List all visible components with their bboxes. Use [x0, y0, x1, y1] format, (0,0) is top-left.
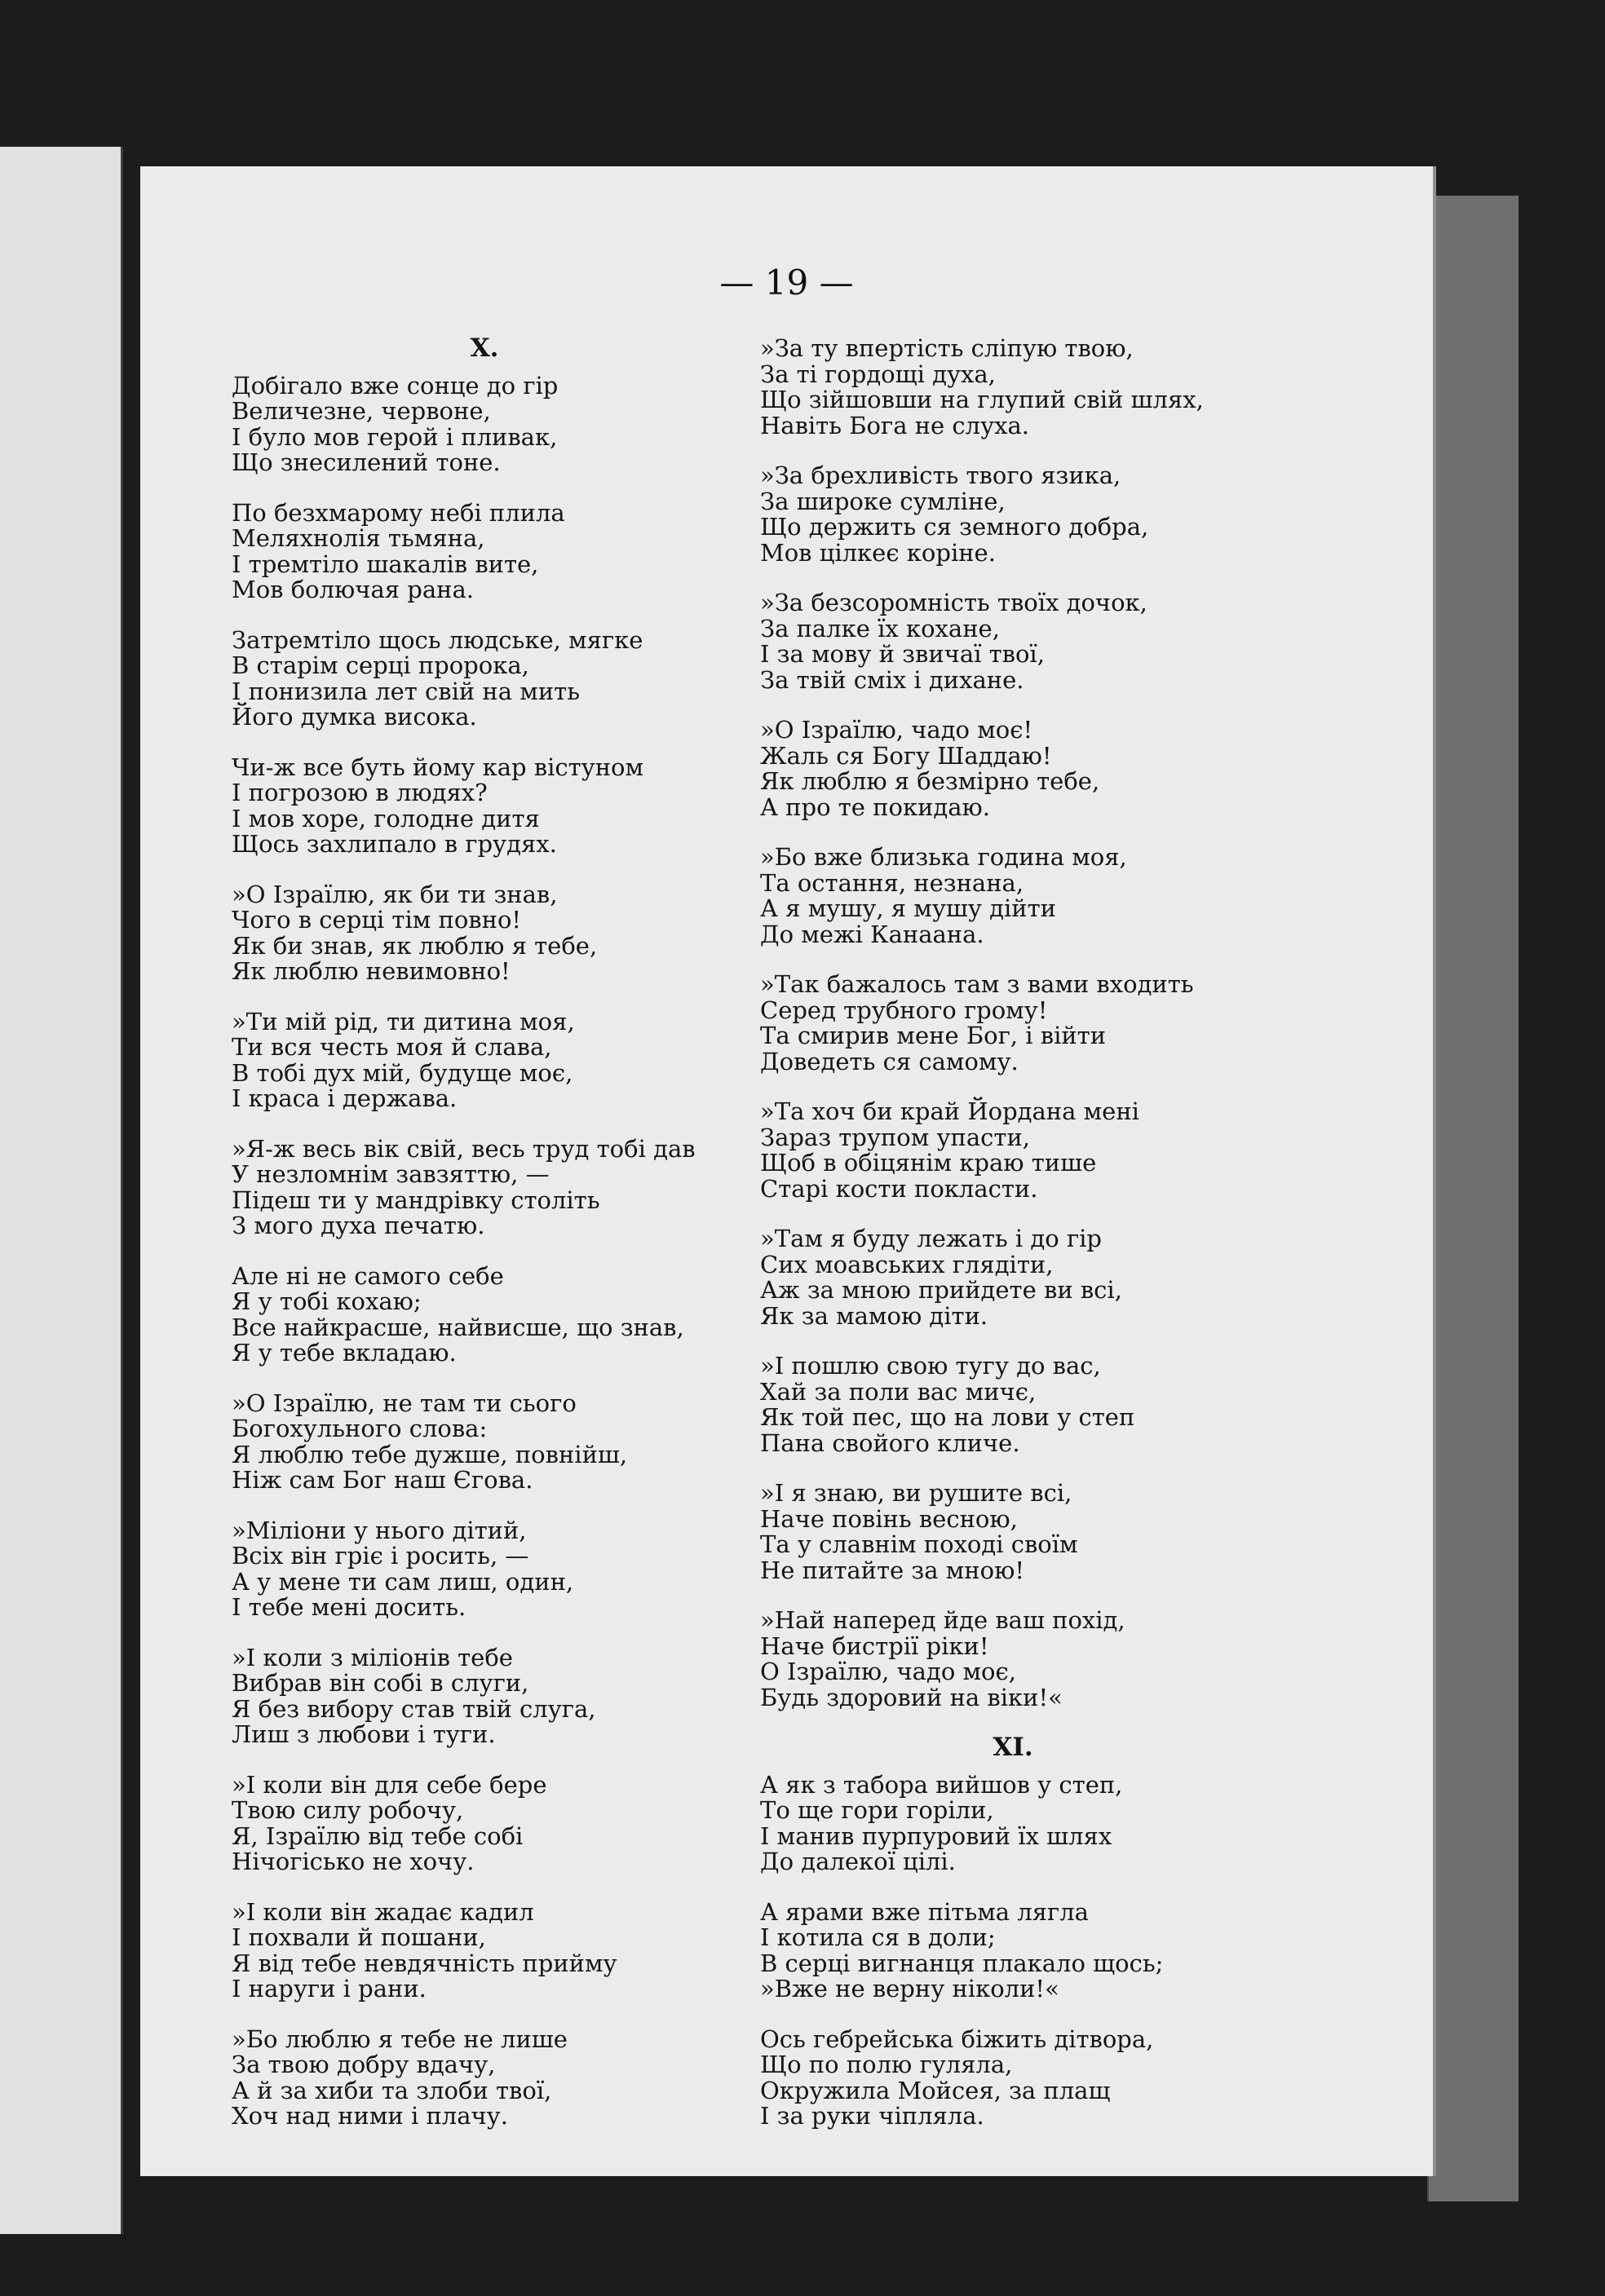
verse-line: І за руки чіпляла.: [760, 2102, 984, 2130]
verse-line: Старі кости покласти.: [760, 1174, 1038, 1203]
verse-line: Богохульного слова:: [232, 1415, 488, 1442]
verse-line: За широке сумліне,: [760, 487, 1006, 515]
verse-line: Чого в серці тім повно!: [232, 906, 522, 934]
verse-line: І погрозою в людях?: [232, 779, 488, 806]
poem-stanza: [760, 718, 1266, 820]
verse-line: І мов хоре, голодне дитя: [232, 804, 540, 832]
verse-line: А я мушу, я мушу дійти: [760, 894, 1056, 922]
left-column: [232, 333, 737, 2154]
verse-line: »Я-ж весь вік свій, весь труд тобі дав: [232, 1134, 696, 1163]
verse-line: Хай за поли вас мичє,: [760, 1377, 1037, 1406]
verse-line: І манив пурпуровий їх шлях: [760, 1821, 1112, 1850]
verse-line: Щоб в обіцянім краю тише: [760, 1149, 1097, 1177]
section-heading: X.: [470, 333, 499, 363]
verse-line: О Ізраїлю, чадо моє,: [760, 1658, 1016, 1685]
verse-line: А ярами вже пітьма лягла: [760, 1897, 1089, 1926]
verse-line: Я без вибору став твій слуга,: [232, 1694, 596, 1723]
verse-line: Пана свойого кличе.: [760, 1428, 1020, 1457]
verse-line: Всіх він гріє і росить, —: [232, 1542, 529, 1570]
verse-line: Я від тебе невдячність прийму: [232, 1949, 617, 1977]
verse-line: Доведеть ся самому.: [760, 1047, 1019, 1075]
poem-stanza: [760, 2024, 1266, 2130]
verse-line: З мого духа печатю.: [232, 1212, 485, 1239]
verse-line: До межі Канаана.: [760, 920, 984, 948]
verse-line: Ось гебрейська біжить дітвора,: [760, 2024, 1154, 2053]
verse-line: Як люблю невимовно!: [232, 957, 511, 985]
poem-stanza: [760, 336, 1266, 439]
section-heading: XI.: [993, 1733, 1033, 1762]
verse-line: А про те покидаю.: [760, 793, 991, 821]
verse-line: Хоч над ними і плачу.: [232, 2102, 508, 2130]
verse-line: »За ту впертість сліпую твою,: [760, 334, 1134, 362]
verse-line: Серед трубного грому!: [760, 996, 1048, 1024]
verse-line: Наче бистрії ріки!: [760, 1631, 989, 1660]
verse-line: За палке їх кохане,: [760, 614, 1000, 642]
verse-line: У незломнім завзяттю, —: [232, 1160, 550, 1188]
verse-line: »Міліони у нього дітий,: [232, 1516, 527, 1544]
verse-line: І похвали й пошани,: [232, 1923, 486, 1951]
verse-line: Що держить ся земного добра,: [760, 513, 1149, 541]
verse-line: А у мене ти сам лиш, один,: [232, 1567, 574, 1596]
poem-stanza: [232, 1009, 737, 1112]
verse-line: То ще гори горіли,: [760, 1796, 994, 1824]
poem-stanza: [760, 1353, 1266, 1456]
left-page-margin: [0, 147, 123, 2234]
poem-stanza: [232, 1261, 737, 1367]
verse-line: Аж за мною прийдете ви всі,: [760, 1276, 1122, 1304]
verse-line: Нічогісько не хочу.: [232, 1848, 475, 1875]
verse-line: Мов болючая рана.: [232, 576, 474, 603]
verse-line: Та смирив мене Бог, і війти: [760, 1022, 1107, 1049]
verse-line: Мов цілкеє коріне.: [760, 538, 996, 567]
poem-stanza: [232, 498, 737, 603]
verse-line: І за мову й звичаї твої,: [760, 640, 1045, 668]
verse-line: Зараз трупом упасти,: [760, 1123, 1030, 1151]
verse-line: По безхмарому небі плила: [232, 498, 565, 527]
verse-line: Що зійшовши на глупий свій шлях,: [760, 386, 1204, 413]
verse-line: Вибрав він собі в слуги,: [232, 1669, 529, 1697]
verse-line: Лиш з любови і туги.: [232, 1720, 496, 1748]
verse-line: Його думка висока.: [232, 703, 477, 731]
poem-stanza: [232, 625, 737, 731]
poem-stanza: [760, 972, 1266, 1075]
verse-line: »Там я буду лежать і до гір: [760, 1225, 1102, 1252]
verse-line: В тобі дух мій, будуще моє,: [232, 1058, 573, 1087]
page-number: — 19 —: [719, 263, 854, 302]
verse-line: І тебе мені досить.: [232, 1593, 466, 1621]
verse-line: І наруги і рани.: [232, 1975, 427, 2002]
verse-line: Я, Ізраїлю від тебе собі: [232, 1821, 524, 1850]
verse-line: Як той пес, що на лови у степ: [760, 1403, 1135, 1431]
verse-line: А як з табора вийшов у степ,: [760, 1770, 1123, 1799]
poem-stanza: [232, 373, 737, 476]
verse-line: За ті гордощі духа,: [760, 360, 996, 388]
verse-line: За твою добру вдачу,: [232, 2051, 496, 2078]
verse-line: Як би знав, як люблю я тебе,: [232, 931, 598, 960]
poem-stanza: [760, 1897, 1266, 2002]
verse-line: Все найкрасше, найвисше, що знав,: [232, 1313, 684, 1341]
poem-stanza: [232, 1391, 737, 1494]
verse-line: Що знесилений тоне.: [232, 448, 501, 476]
verse-line: Як люблю я безмірно тебе,: [760, 767, 1100, 795]
verse-line: За твій сміх і дихане.: [760, 665, 1024, 694]
verse-line: »О Ізраїлю, як би ти знав,: [232, 880, 558, 908]
book-edge: [1427, 196, 1519, 2201]
poem-stanza: [232, 1770, 737, 1875]
verse-line: »Так бажалось там з вами входить: [760, 970, 1194, 998]
verse-line: »За брехливість твого язика,: [760, 461, 1121, 489]
verse-line: В серці вигнанця плакало щось;: [760, 1949, 1164, 1977]
poem-stanza: [232, 882, 737, 985]
verse-line: І котила ся в доли;: [760, 1923, 996, 1951]
verse-line: Я люблю тебе дужше, повнійш,: [232, 1440, 628, 1468]
poem-stanza: [232, 1134, 737, 1239]
verse-line: Навіть Бога не слуха.: [760, 411, 1030, 439]
verse-line: Як за мамою діти.: [760, 1301, 988, 1330]
poem-stanza: [760, 1770, 1266, 1875]
right-column: [760, 336, 1266, 2154]
verse-line: »І коли він для себе бере: [232, 1770, 547, 1799]
verse-line: »І коли він жадає кадил: [232, 1897, 534, 1926]
poem-stanza: [232, 1518, 737, 1621]
verse-line: »І коли з міліонів тебе: [232, 1643, 513, 1671]
poem-stanza: [760, 463, 1266, 566]
verse-line: Ти вся честь моя й слава,: [232, 1033, 552, 1061]
verse-line: Та у славнім поході своїм: [760, 1530, 1078, 1558]
verse-line: А й за хиби та злоби твої,: [232, 2076, 552, 2104]
verse-line: Меляхнолія тьмяна,: [232, 524, 485, 552]
verse-line: Щось захлипало в грудях.: [232, 830, 557, 858]
verse-line: Величезне, червоне,: [232, 397, 491, 425]
verse-line: »Най наперед йде ваш похід,: [760, 1606, 1125, 1634]
verse-line: »І я знаю, ви рушите всі,: [760, 1479, 1072, 1507]
poem-stanza: [760, 590, 1266, 693]
poem-stanza: [760, 1608, 1266, 1711]
poem-stanza: [760, 1481, 1266, 1583]
verse-line: »Бо вже близька година моя,: [760, 843, 1127, 871]
book-page: [140, 166, 1433, 2176]
verse-line: Підеш ти у мандрівку століть: [232, 1186, 600, 1214]
verse-line: »Та хоч би край Йордана мені: [760, 1097, 1139, 1125]
verse-line: Ніж сам Бог наш Єгова.: [232, 1466, 533, 1494]
verse-line: Добігало вже сонце до гір: [232, 371, 559, 400]
verse-line: Я у тебе вкладаю.: [232, 1339, 457, 1367]
poem-stanza: [760, 845, 1266, 947]
verse-line: »О Ізраїлю, не там ти сього: [232, 1389, 577, 1417]
verse-line: »Ти мій рід, ти дитина моя,: [232, 1007, 575, 1035]
poem-stanza: [760, 1099, 1266, 1202]
verse-line: Сих моавських глядіти,: [760, 1250, 1054, 1278]
verse-line: І тремтіло шакалів вите,: [232, 550, 539, 578]
verse-line: В старім серці пророка,: [232, 651, 529, 679]
verse-line: Твою силу робочу,: [232, 1796, 464, 1824]
verse-line: Що по полю гуляла,: [760, 2051, 1013, 2078]
verse-line: І понизила лет свій на мить: [232, 677, 580, 705]
verse-line: Наче повінь весною,: [760, 1504, 1018, 1533]
verse-line: Жаль ся Богу Шаддаю!: [760, 741, 1052, 770]
verse-line: До далекої цілі.: [760, 1848, 956, 1875]
verse-line: Чи-ж все буть йому кар вістуном: [232, 753, 644, 781]
verse-line: Але ні не самого себе: [232, 1261, 504, 1290]
verse-line: І було мов герой і пливак,: [232, 422, 558, 451]
verse-line: »Вже не верну ніколи!«: [760, 1975, 1059, 2002]
poem-stanza: [232, 2024, 737, 2130]
poem-stanza: [760, 1226, 1266, 1329]
verse-line: Та остання, незнана,: [760, 868, 1024, 897]
verse-line: »О Ізраїлю, чадо моє!: [760, 716, 1033, 744]
verse-line: »За безсоромність твоїх дочок,: [760, 589, 1147, 616]
verse-line: Окружила Мойсея, за плащ: [760, 2076, 1111, 2104]
poem-stanza: [232, 755, 737, 858]
verse-line: »Бо люблю я тебе не лише: [232, 2024, 568, 2053]
verse-line: Затремтіло щось людське, мягке: [232, 625, 643, 654]
verse-line: »І пошлю свою тугу до вас,: [760, 1352, 1101, 1380]
verse-line: Будь здоровий на віки!«: [760, 1683, 1063, 1711]
verse-line: Не питайте за мною!: [760, 1556, 1024, 1584]
poem-stanza: [232, 1897, 737, 2002]
verse-line: І краса і держава.: [232, 1084, 458, 1112]
poem-stanza: [232, 1645, 737, 1748]
verse-line: Я у тобі кохаю;: [232, 1287, 422, 1315]
